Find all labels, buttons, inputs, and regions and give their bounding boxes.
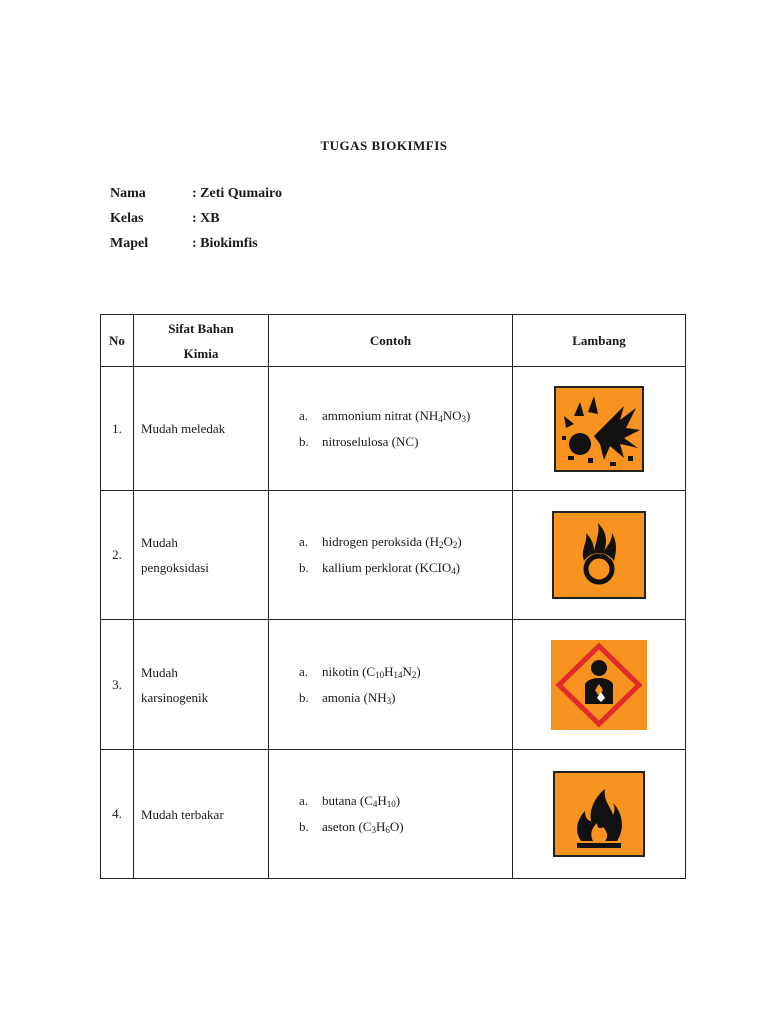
row-sifat <box>134 367 269 491</box>
sifat-line: pengoksidasi <box>141 560 209 575</box>
oxidizing-icon <box>552 511 646 599</box>
contoh-item <box>299 529 512 555</box>
sifat-line: karsinogenik <box>141 689 209 705</box>
info-label: Nama <box>110 186 146 201</box>
contoh-text: butana $(C_4H_{10})$ <box>322 793 401 809</box>
header-sifat-line: Sifat Bahan <box>168 320 234 336</box>
info-value: : XB <box>192 211 220 226</box>
contoh-item <box>299 429 512 455</box>
flammable-icon <box>553 771 645 857</box>
contoh-text: amonia $(NH_3)$ <box>322 689 396 706</box>
contoh-text: ammonium nitrat $(NH_4NO_3)$ <box>322 407 471 424</box>
sifat-line: Mudah <box>141 664 178 680</box>
contoh-text: hidrogen peroksida $(H_2O_2)$ <box>322 534 462 550</box>
row-number: 3. <box>101 620 134 750</box>
header-lambang: Lambang <box>513 315 686 367</box>
sifat-line: Mudah meledak <box>141 421 226 436</box>
table-row <box>101 750 686 879</box>
sifat-line: Mudah <box>141 535 178 550</box>
row-contoh <box>269 491 513 620</box>
list-marker: a. <box>299 663 309 679</box>
row-contoh <box>269 750 513 879</box>
list-marker: a. <box>299 407 309 423</box>
header-contoh: Contoh <box>269 315 513 367</box>
contoh-item <box>299 814 512 840</box>
row-contoh <box>269 620 513 750</box>
chemical-properties-table <box>100 314 686 879</box>
info-row-nama <box>110 186 282 211</box>
info-row-mapel <box>110 236 282 261</box>
contoh-text: aseton $(C_3H_6O)$ <box>322 819 404 835</box>
health-hazard-icon <box>551 640 647 730</box>
contoh-text: nitroselulosa (NC) <box>322 433 419 449</box>
header-sifat <box>134 315 269 367</box>
row-lambang <box>513 620 686 750</box>
contoh-item <box>299 659 512 685</box>
table-header-row <box>101 315 686 367</box>
contoh-item <box>299 788 512 814</box>
list-marker: b. <box>299 819 309 834</box>
list-marker: b. <box>299 689 309 705</box>
row-number: 1. <box>101 367 134 491</box>
info-value: : Biokimfis <box>192 236 258 251</box>
student-info <box>110 186 282 261</box>
row-sifat <box>134 750 269 879</box>
info-value: : Zeti Qumairo <box>192 186 282 201</box>
contoh-text: nikotin $(C_{10}H_{14}N_2)$ <box>322 663 421 680</box>
row-lambang <box>513 750 686 879</box>
header-no: No <box>101 315 134 367</box>
contoh-item <box>299 555 512 581</box>
row-contoh <box>269 367 513 491</box>
row-sifat <box>134 620 269 750</box>
table-row <box>101 491 686 620</box>
document-title: TUGAS BIOKIMFIS <box>320 138 448 153</box>
explosive-icon <box>554 386 644 472</box>
list-marker: b. <box>299 560 309 575</box>
info-label: Kelas <box>110 211 144 226</box>
sifat-line: Mudah terbakar <box>141 806 224 822</box>
table-row <box>101 620 686 750</box>
contoh-item <box>299 685 512 711</box>
info-row-kelas <box>110 211 282 236</box>
row-lambang <box>513 491 686 620</box>
info-label: Mapel <box>110 236 149 251</box>
header-sifat-line: Kimia <box>183 345 219 361</box>
row-number: 2. <box>101 491 134 620</box>
list-marker: a. <box>299 534 309 549</box>
list-marker: b. <box>299 433 309 449</box>
row-sifat <box>134 491 269 620</box>
list-marker: a. <box>299 793 309 808</box>
contoh-text: kallium perklorat $(KCIO_4)$ <box>322 560 461 576</box>
table-row <box>101 367 686 491</box>
row-lambang <box>513 367 686 491</box>
contoh-item <box>299 403 512 429</box>
row-number: 4. <box>101 750 134 879</box>
